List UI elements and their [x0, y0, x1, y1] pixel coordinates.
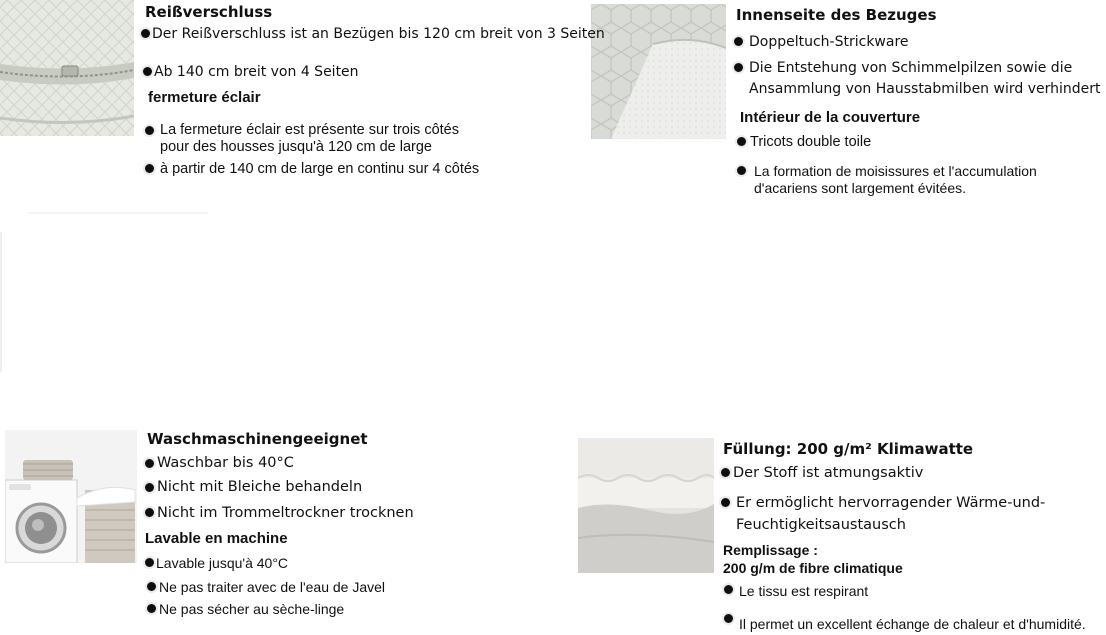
filling-item-fr-2: Il permet un excellent échange de chaleur et d'humidité.: [739, 616, 1086, 632]
zipper-item-fr-1b: pour des housses jusqu'à 120 cm de large: [160, 139, 432, 155]
bullet-icon: [145, 558, 154, 567]
bullet-icon: [734, 37, 743, 46]
bullet-icon: [145, 459, 154, 468]
inner-item-de-2b: Ansammlung von Hausstabmilben wird verhindert: [749, 81, 1101, 97]
washing-item-fr-2: Ne pas traiter avec de l'eau de Javel: [159, 579, 386, 595]
filling-item-de-2b: Feuchtigkeitsaustausch: [736, 517, 906, 533]
inner-item-fr-2a: La formation de moisissures et l'accumulation: [754, 163, 1037, 179]
filling-item-de-2a: Er ermöglicht hervorragender Wärme-und-: [736, 495, 1046, 511]
bullet-icon: [721, 468, 730, 477]
zipper-item-fr-1a: La fermeture éclair est présente sur trois côtés: [160, 122, 459, 138]
bullet-icon: [737, 166, 746, 175]
inner-item-de-1: Doppeltuch-Strickware: [749, 34, 909, 50]
washing-heading-fr: Lavable en machine: [145, 530, 288, 547]
inner-heading-fr: Intérieur de la couverture: [740, 109, 921, 126]
bullet-icon: [724, 614, 733, 623]
filling-heading-de: Füllung: 200 g/m² Klimawatte: [723, 440, 974, 458]
inner-item-fr-1: Tricots double toile: [750, 134, 872, 150]
washing-item-fr-1: Lavable jusqu'à 40°C: [156, 555, 289, 571]
bullet-icon: [145, 164, 154, 173]
zipper-item-de-1: Der Reißverschluss ist an Bezügen bis 120 cm breit von 3 Seiten: [152, 26, 605, 42]
washing-item-de-3: Nicht im Trommeltrockner trocknen: [157, 505, 414, 521]
bullet-icon: [147, 582, 156, 591]
bullet-icon: [734, 63, 743, 72]
washing-item-de-2: Nicht mit Bleiche behandeln: [157, 479, 363, 495]
zipper-item-fr-2: à partir de 140 cm de large en continu sur 4 côtés: [160, 161, 480, 177]
bullet-icon: [145, 126, 154, 135]
inner-item-fr-2b: d'acariens sont largement évitées.: [754, 180, 967, 196]
zipper-heading-fr: fermeture éclair: [148, 89, 261, 106]
filling-heading-fr-2: 200 g/m de fibre climatique: [723, 560, 903, 576]
bullet-icon: [145, 508, 154, 517]
filling-item-fr-1: Le tissu est respirant: [739, 583, 869, 599]
bullet-icon: [724, 585, 733, 594]
inner-item-de-2a: Die Entstehung von Schimmelpilzen sowie die: [749, 60, 1073, 76]
filling-heading-fr-1: Remplissage :: [723, 542, 818, 558]
bullet-icon: [721, 498, 730, 507]
bullet-icon: [145, 483, 154, 492]
zipper-photo: [0, 0, 134, 136]
bullet-icon: [737, 137, 746, 146]
divider: [28, 212, 208, 214]
bullet-icon: [141, 29, 150, 38]
washing-item-fr-3: Ne pas sécher au sèche-linge: [159, 601, 345, 617]
divider: [0, 232, 2, 372]
filling-item-de-1: Der Stoff ist atmungsaktiv: [733, 465, 924, 481]
zipper-heading-de: Reißverschluss: [145, 3, 273, 21]
bullet-icon: [143, 67, 152, 76]
inner-cover-photo: [591, 4, 726, 139]
washing-machine-photo: [5, 430, 137, 563]
bullet-icon: [147, 604, 156, 613]
zipper-item-de-2: Ab 140 cm breit von 4 Seiten: [154, 64, 359, 80]
filling-photo: [578, 438, 714, 573]
washing-heading-de: Waschmaschinengeeignet: [147, 430, 368, 448]
inner-heading-de: Innenseite des Bezuges: [736, 6, 937, 24]
washing-item-de-1: Waschbar bis 40°C: [157, 455, 294, 471]
